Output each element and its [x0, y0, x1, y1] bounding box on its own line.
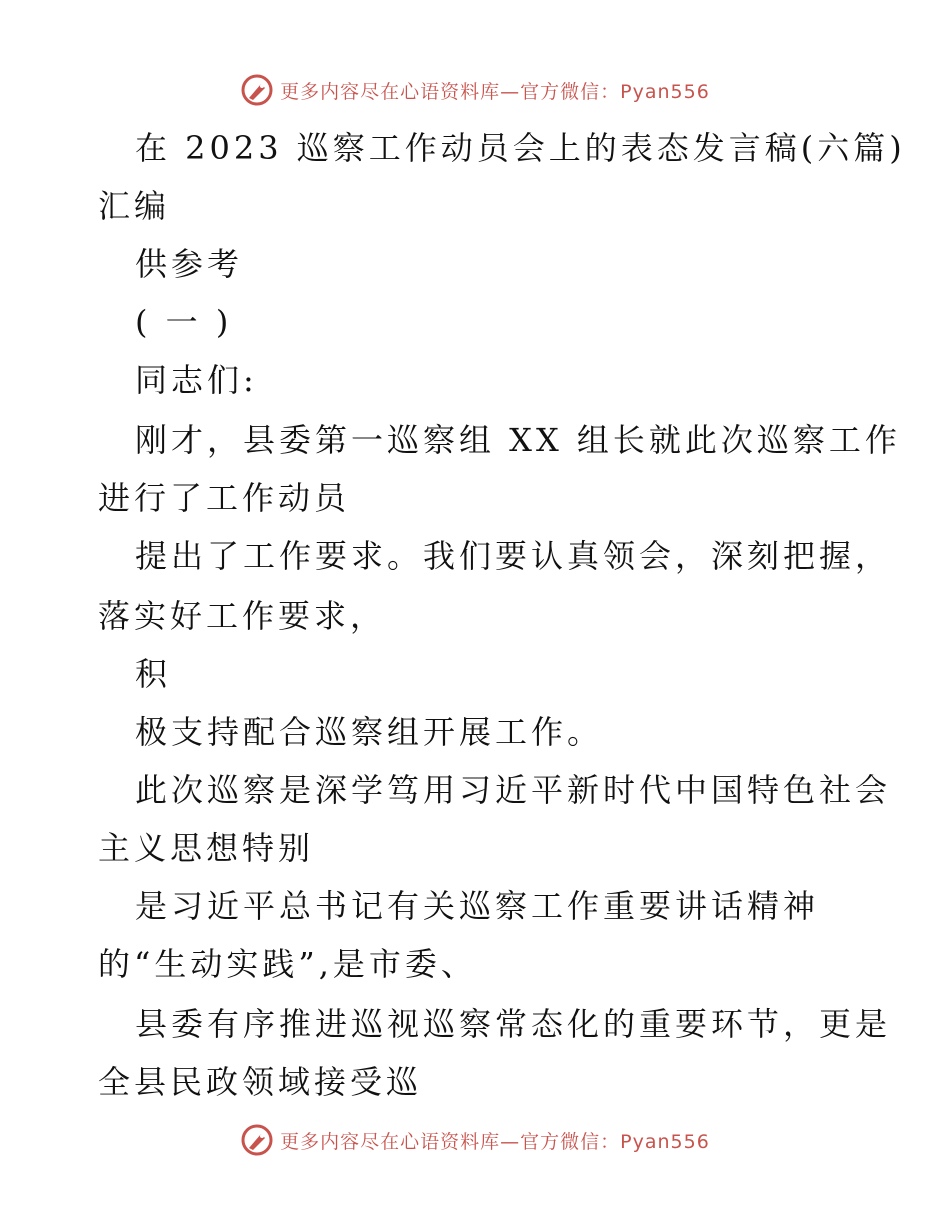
watermark-text: 更多内容尽在心语资料库—官方微信：Pyan556 [280, 1130, 710, 1153]
text-line: 极支持配合巡察组开展工作。 [135, 713, 604, 751]
pen-nib-logo-icon [240, 1123, 274, 1157]
text-line: 全县民政领域接受巡 [98, 1063, 423, 1101]
pen-nib-logo-icon [240, 73, 274, 107]
section-heading: ( 一 ) [135, 303, 233, 341]
text-line: 是习近平总书记有关巡察工作重要讲话精神 [135, 887, 820, 925]
text-line: 县委有序推进巡视巡察常态化的重要环节，更是 [135, 1005, 892, 1043]
text-line: 进行了工作动员 [98, 479, 351, 517]
text-line: 的“生动实践”,是市委、 [98, 945, 477, 983]
doc-title-line: 在 2023 巡察工作动员会上的表态发言稿(六篇) [135, 129, 906, 167]
text-line: 提出了工作要求。我们要认真领会，深刻把握， [135, 537, 892, 575]
text-line: 刚才，县委第一巡察组 XX 组长就此次巡察工作 [135, 421, 901, 459]
text-line: 供参考 [135, 245, 244, 283]
text-line: 主义思想特别 [98, 829, 315, 867]
footer-watermark [0, 1120, 950, 1160]
text-line: 积 [135, 655, 172, 693]
doc-title-line: 汇编 [98, 187, 171, 225]
text-line: 此次巡察是深学笃用习近平新时代中国特色社会 [135, 771, 892, 809]
salutation: 同志们: [135, 361, 258, 399]
text-line: 落实好工作要求， [98, 597, 387, 635]
header-watermark [0, 70, 950, 110]
watermark-text: 更多内容尽在心语资料库—官方微信：Pyan556 [280, 80, 710, 103]
